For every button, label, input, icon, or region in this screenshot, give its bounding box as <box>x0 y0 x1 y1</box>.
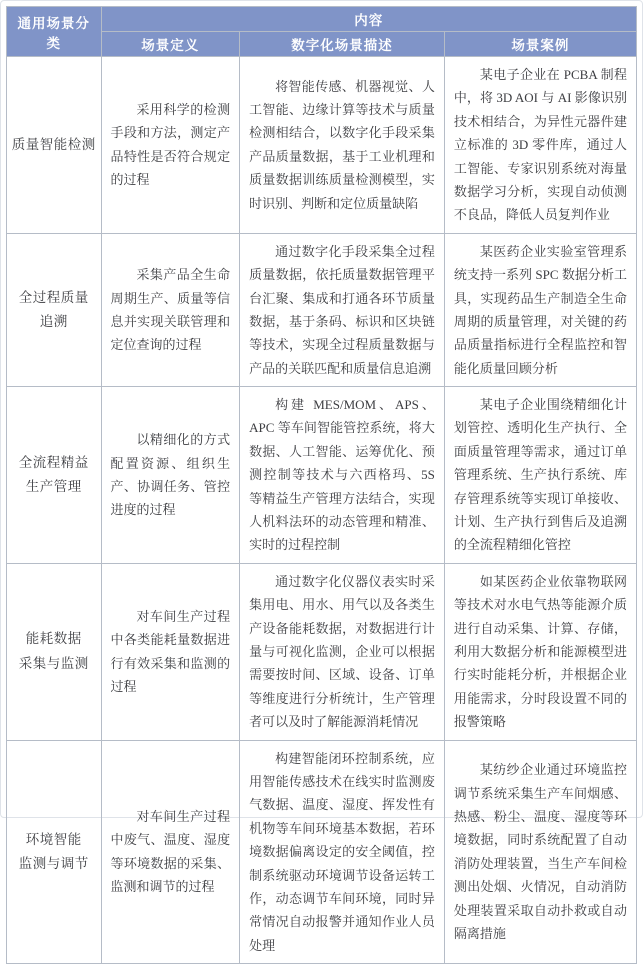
header-cell-description: 数字化场景描述 <box>240 32 445 57</box>
cell-case: 如某医药企业依靠物联网等技术对水电气热等能源介质进行自动采集、计算、存储，利用大数据分析和能源模型进行实时能耗分析，并根据企业用能需求，分时段设置不同的报警策略 <box>444 563 636 740</box>
header-row-1 <box>7 7 637 32</box>
cell-description: 构建智能闭环控制系统，应用智能传感技术在线实时监测废气数据、温度、湿度、挥发性有机物等车间环境基本数据，若环境数据偏离设定的安全阈值，控制系统驱动环境调节设备运转工作，动态调节车间环境，同时异常情况自动报警并通知作业人员处理 <box>240 740 445 964</box>
cell-description: 通过数字化手段采集全过程质量数据，依托质量数据管理平台汇聚、集成和打通各环节质量数据，基于条码、标识和区块链等技术，实现全过程质量数据与产品的关联匹配和质量信息追溯 <box>240 233 445 386</box>
cell-definition: 对车间生产过程中废气、温度、湿度等环境数据的采集、监测和调节的过程 <box>101 740 240 964</box>
table-row <box>7 233 637 386</box>
cell-category: 环境智能 监测与调节 <box>7 740 102 964</box>
table-row <box>7 740 637 964</box>
table-header <box>7 7 637 57</box>
cell-description: 将智能传感、机器视觉、人工智能、边缘计算等技术与质量检测相结合，以数字化手段采集产品质量数据，基于工业机理和质量数据训练质量检测模型，实时识别、判断和定位质量缺陷 <box>240 57 445 234</box>
header-cell-definition: 场景定义 <box>101 32 240 57</box>
cell-definition: 采用科学的检测手段和方法，测定产品特性是否符合规定的过程 <box>101 57 240 234</box>
cell-description: 构建 MES/MOM、APS、APC 等车间智能管控系统，将大数据、人工智能、运筹优化、预测控制等技术与六西格玛、5S 等精益生产管理方法结合，实现人机料法环的动态管理和精准、实时的过程控制 <box>240 387 445 564</box>
scene-classification-table <box>6 6 637 964</box>
header-cell-case: 场景案例 <box>444 32 636 57</box>
header-row-2 <box>7 32 637 57</box>
cell-category: 全流程精益 生产管理 <box>7 387 102 564</box>
cell-category: 质量智能检测 <box>7 57 102 234</box>
cell-category: 能耗数据 采集与监测 <box>7 563 102 740</box>
cell-category: 全过程质量 追溯 <box>7 233 102 386</box>
cell-definition: 以精细化的方式配置资源、组织生产、协调任务、管控进度的过程 <box>101 387 240 564</box>
table-row <box>7 387 637 564</box>
table-body <box>7 57 637 964</box>
cell-case: 某电子企业在 PCBA 制程中，将 3D AOI 与 AI 影像识别技术相结合，为异性元器件建立标准的 3D 零件库，通过人工智能、专家识别系统对海量数据学习分析，实现自动侦测不良品，降低人员复判作业 <box>444 57 636 234</box>
cell-case: 某医药企业实验室管理系统支持一系列 SPC 数据分析工具，实现药品生产制造全生命周期的质量管理，对关键的药品质量指标进行全程监控和智能化质量回顾分析 <box>444 233 636 386</box>
table-row <box>7 57 637 234</box>
cell-case: 某电子企业围绕精细化计划管控、透明化生产执行、全面质量管理等需求，通过订单管理系统、生产执行系统、库存管理系统等实现订单接收、计划、生产执行到售后及追溯的全流程精细化管控 <box>444 387 636 564</box>
cell-case: 某纺纱企业通过环境监控调节系统采集生产车间烟感、热感、粉尘、温度、湿度等环境数据，同时系统配置了自动消防处理装置，当生产车间检测出处烟、火情况，自动消防处理装置采取自动扑救或自动隔离措施 <box>444 740 636 964</box>
header-cell-content: 内容 <box>101 7 637 32</box>
cell-definition: 采集产品全生命周期生产、质量等信息并实现关联管理和定位查询的过程 <box>101 233 240 386</box>
cell-description: 通过数字化仪器仪表实时采集用电、用水、用气以及各类生产设备能耗数据，对数据进行计量与可视化监测，企业可以根据需要按时间、区域、设备、订单等维度进行分析统计，生产管理者可以及时了解能源消耗情况 <box>240 563 445 740</box>
cell-definition: 对车间生产过程中各类能耗量数据进行有效采集和监测的过程 <box>101 563 240 740</box>
header-cell-category: 通用场景分类 <box>7 7 102 57</box>
table-row <box>7 563 637 740</box>
